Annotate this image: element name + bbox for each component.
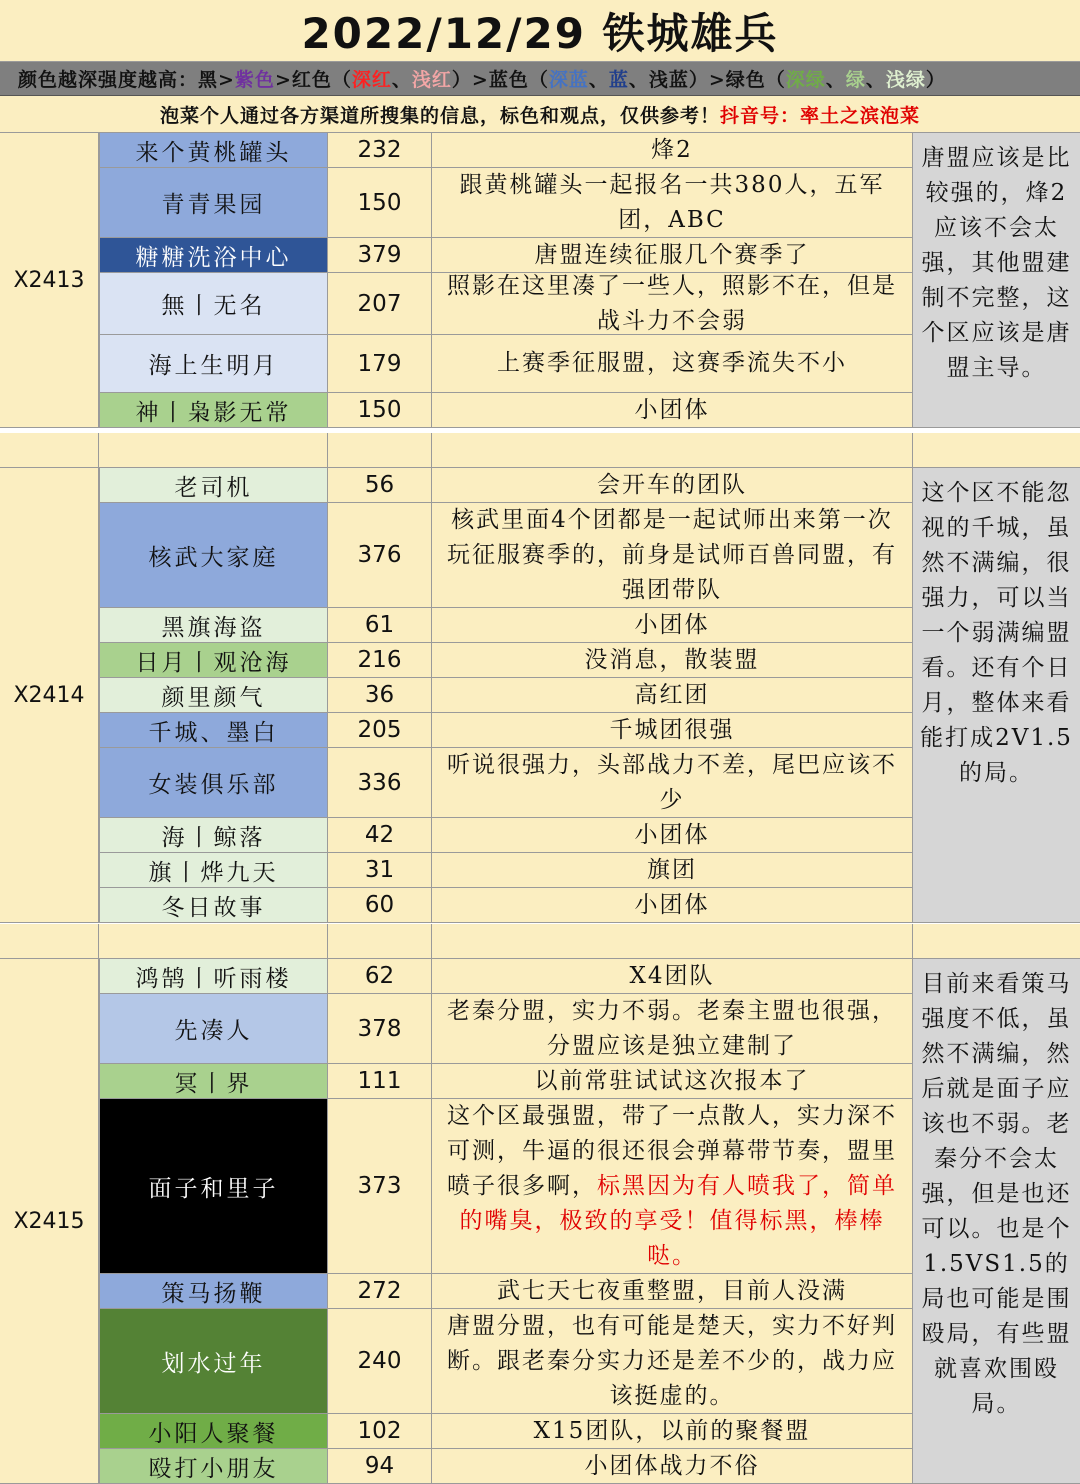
legend-segment: >红色（ xyxy=(274,69,352,91)
alliance-note-text: 武七天七夜重整盟，目前人没满 xyxy=(497,1277,847,1304)
legend-segment: 、 xyxy=(391,69,412,91)
alliance-note-text: 小团体 xyxy=(634,611,710,638)
member-count: 102 xyxy=(328,1414,432,1449)
alliance-name: 旗丨烨九天 xyxy=(99,853,328,888)
alliance-name: 神丨枭影无常 xyxy=(99,393,328,428)
alliance-note-red-text: 标黑因为有人喷我了，简单的嘴臭，极致的享受！值得标黑，棒棒哒。 xyxy=(459,1172,897,1269)
notice-banner xyxy=(0,96,1080,133)
alliance-note-text: 以前常驻试试这次报本了 xyxy=(534,1067,810,1094)
legend-segment: 深绿 xyxy=(785,69,826,91)
alliance-note-text: 会开车的团队 xyxy=(597,471,747,498)
alliance-name: 策马扬鞭 xyxy=(99,1274,328,1309)
legend-segment: 深红 xyxy=(351,69,392,91)
alliance-note-text: 唐盟连续征服几个赛季了 xyxy=(534,241,810,268)
alliance-note xyxy=(432,1309,913,1414)
legend-segment: ） xyxy=(925,69,946,91)
alliance-note-text: 这个区最强盟，带了一点散人，实力深不可测，牛逼的很还很会弹幕带节奏，盟里喷子很多啊， xyxy=(447,1102,897,1199)
server-label: X2414 xyxy=(0,468,99,923)
member-count: 272 xyxy=(328,1274,432,1309)
member-count: 336 xyxy=(328,748,432,818)
alliance-note xyxy=(432,133,913,168)
alliance-name: 冥丨界 xyxy=(99,1064,328,1099)
color-legend xyxy=(0,62,1080,96)
server-summary: 目前来看策马强度不低，虽然不满编，然后就是面子应该也不弱。老秦分不会太强，但是也还可以。也是个1.5VS1.5的局也可能是围殴局，有些盟就喜欢围殴局。 xyxy=(913,959,1080,1484)
member-count: 150 xyxy=(328,393,432,428)
member-count: 379 xyxy=(328,238,432,273)
member-count: 60 xyxy=(328,888,432,923)
member-count: 240 xyxy=(328,1309,432,1414)
alliance-name: 划水过年 xyxy=(99,1309,328,1414)
section-spacer xyxy=(0,924,1080,959)
alliance-name: 殴打小朋友 xyxy=(99,1449,328,1484)
alliance-note xyxy=(432,1064,913,1099)
alliance-note xyxy=(432,273,913,335)
alliance-note xyxy=(432,748,913,818)
alliance-note xyxy=(432,503,913,608)
server-summary: 这个区不能忽视的千城，虽然不满编，很强力，可以当一个弱满编盟看。还有个日月，整体来看能打成2V1.5的局。 xyxy=(913,468,1080,923)
member-count: 111 xyxy=(328,1064,432,1099)
member-count: 232 xyxy=(328,133,432,168)
alliance-note-text: X15团队，以前的聚餐盟 xyxy=(533,1417,811,1444)
member-count: 376 xyxy=(328,503,432,608)
alliance-note xyxy=(432,1449,913,1484)
alliance-note xyxy=(432,608,913,643)
legend-segment: 浅红 xyxy=(411,69,452,91)
alliance-name: 核武大家庭 xyxy=(99,503,328,608)
alliance-note xyxy=(432,1099,913,1274)
alliance-note xyxy=(432,1274,913,1309)
member-count: 373 xyxy=(328,1099,432,1274)
alliance-name: 小阳人聚餐 xyxy=(99,1414,328,1449)
alliance-note xyxy=(432,393,913,428)
legend-segment: 深蓝 xyxy=(548,69,589,91)
member-count: 36 xyxy=(328,678,432,713)
alliance-note-text: 旗团 xyxy=(647,856,697,883)
alliance-note-text: X4团队 xyxy=(629,962,715,989)
member-count: 31 xyxy=(328,853,432,888)
alliance-note-text: 上赛季征服盟，这赛季流失不小 xyxy=(497,350,847,376)
alliance-note-text: 高红团 xyxy=(634,681,710,708)
legend-segment: 、浅蓝）>绿色（ xyxy=(628,69,786,91)
notice-text: 泡菜个人通过各方渠道所搜集的信息，标色和观点，仅供参考！ xyxy=(159,104,720,127)
alliance-name: 女装俱乐部 xyxy=(99,748,328,818)
legend-segment: 浅绿 xyxy=(885,69,926,91)
member-count: 216 xyxy=(328,643,432,678)
legend-segment: 紫色 xyxy=(234,69,275,91)
alliance-note-text: 跟黄桃罐头一起报名一共380人，五军团，ABC xyxy=(459,171,885,233)
page-title: 2022/12/29 铁城雄兵 xyxy=(0,0,1080,62)
legend-segment: 绿 xyxy=(845,69,866,91)
alliance-note xyxy=(432,888,913,923)
alliance-note-text: 小团体战力不俗 xyxy=(584,1452,760,1479)
legend-segment: 、 xyxy=(588,69,609,91)
alliance-note-text: 听说很强力，头部战力不差，尾巴应该不少 xyxy=(447,751,897,813)
alliance-note-text: 小团体 xyxy=(634,821,710,848)
member-count: 56 xyxy=(328,468,432,503)
legend-segment: ）>蓝色（ xyxy=(451,69,549,91)
legend-segment: 颜色越深强度越高：黑> xyxy=(18,69,235,91)
alliance-name: 黑旗海盗 xyxy=(99,608,328,643)
alliance-name: 先凑人 xyxy=(99,994,328,1064)
alliance-note-text: 没消息，散装盟 xyxy=(584,646,760,673)
notice-douyin: 抖音号：率土之滨泡菜 xyxy=(720,104,921,127)
alliance-note xyxy=(432,1414,913,1449)
member-count: 94 xyxy=(328,1449,432,1484)
member-count: 378 xyxy=(328,994,432,1064)
member-count: 42 xyxy=(328,818,432,853)
alliance-note xyxy=(432,643,913,678)
alliance-note xyxy=(432,678,913,713)
alliance-name: 海上生明月 xyxy=(99,335,328,393)
server-label: X2415 xyxy=(0,959,99,1484)
alliance-name: 冬日故事 xyxy=(99,888,328,923)
member-count: 179 xyxy=(328,335,432,393)
alliance-note-text: 烽2 xyxy=(651,136,693,163)
alliance-name: 千城、墨白 xyxy=(99,713,328,748)
alliance-note xyxy=(432,713,913,748)
alliance-note xyxy=(432,994,913,1064)
alliance-note-text: 小团体 xyxy=(634,396,710,423)
alliance-name: 鸿鹄丨听雨楼 xyxy=(99,959,328,994)
alliance-note xyxy=(432,168,913,238)
server-label: X2413 xyxy=(0,133,99,428)
member-count: 205 xyxy=(328,713,432,748)
member-count: 62 xyxy=(328,959,432,994)
legend-segment: 、 xyxy=(865,69,886,91)
alliance-name: 青青果园 xyxy=(99,168,328,238)
member-count: 61 xyxy=(328,608,432,643)
alliance-note xyxy=(432,959,913,994)
alliance-note-text: 老秦分盟，实力不弱。老秦主盟也很强，分盟应该是独立建制了 xyxy=(447,997,897,1059)
member-count: 207 xyxy=(328,273,432,335)
alliance-note xyxy=(432,818,913,853)
alliance-name: 日月丨观沧海 xyxy=(99,643,328,678)
legend-segment: 蓝 xyxy=(608,69,629,91)
alliance-note-text: 小团体 xyxy=(634,891,710,918)
legend-segment: 、 xyxy=(825,69,846,91)
alliance-note-text: 照影在这里凑了一些人，照影不在，但是战斗力不会弱 xyxy=(447,272,897,334)
alliance-note-text: 千城团很强 xyxy=(609,716,735,743)
alliance-note xyxy=(432,335,913,393)
alliance-name: 老司机 xyxy=(99,468,328,503)
alliance-note xyxy=(432,853,913,888)
member-count: 150 xyxy=(328,168,432,238)
server-summary: 唐盟应该是比较强的，烽2应该不会太强，其他盟建制不完整，这个区应该是唐盟主导。 xyxy=(913,133,1080,428)
alliance-name: 海丨鲸落 xyxy=(99,818,328,853)
alliance-note-text: 核武里面4个团都是一起试师出来第一次玩征服赛季的，前身是试师百兽同盟，有强团带队 xyxy=(447,506,897,603)
alliance-note xyxy=(432,468,913,503)
alliance-name: 颜里颜气 xyxy=(99,678,328,713)
alliance-name: 無丨无名 xyxy=(99,273,328,335)
alliance-name: 面子和里子 xyxy=(99,1099,328,1274)
alliance-name: 糖糖洗浴中心 xyxy=(99,238,328,273)
section-spacer xyxy=(0,433,1080,468)
alliance-note-text: 唐盟分盟，也有可能是楚天，实力不好判断。跟老秦分实力还是差不少的，战力应该挺虚的。 xyxy=(447,1312,897,1409)
alliance-name: 来个黄桃罐头 xyxy=(99,133,328,168)
